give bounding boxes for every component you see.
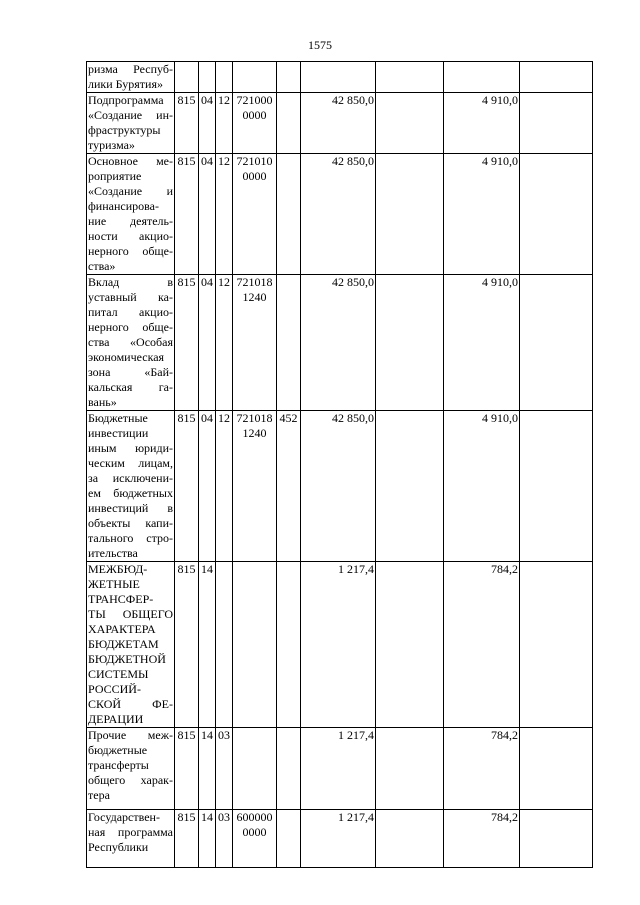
page-number: 1575 bbox=[308, 38, 332, 52]
cell-text-line: Прочие меж- bbox=[88, 728, 173, 742]
cell-text-line: 04 bbox=[201, 93, 213, 107]
cell-text-line: БЮДЖЕТНОЙ bbox=[88, 652, 166, 666]
cell-text-line: 815 bbox=[177, 275, 196, 289]
expense-type-cell bbox=[277, 728, 301, 810]
cell-text-line: 1240 bbox=[242, 290, 267, 304]
target-article-cell bbox=[233, 411, 277, 562]
cell-text-line: 784,2 bbox=[491, 728, 518, 742]
grbs-code-cell bbox=[175, 275, 199, 411]
cell-text-line: 721000 bbox=[236, 93, 273, 107]
expense-type-cell bbox=[277, 93, 301, 154]
cell-text-line: ная программа bbox=[88, 825, 173, 839]
empty-amount-cell bbox=[376, 62, 444, 93]
cell-text-line: 04 bbox=[201, 275, 213, 289]
cell-text-line: питал акцио- bbox=[88, 305, 173, 319]
cell-text-line: «Создание и bbox=[88, 184, 173, 198]
empty-amount-cell bbox=[520, 275, 593, 411]
cell-text-line: роприятие bbox=[88, 169, 142, 183]
cell-text-line: 12 bbox=[218, 154, 230, 168]
cell-text-line: 12 bbox=[218, 275, 230, 289]
amount-1-cell bbox=[301, 810, 376, 868]
section-code-cell bbox=[199, 154, 216, 275]
cell-text-line: вань» bbox=[88, 395, 117, 409]
cell-text-line: ческим лицам, bbox=[88, 456, 173, 470]
amount-2-cell bbox=[444, 728, 520, 810]
cell-text-line: СКОЙ ФЕ- bbox=[88, 697, 173, 711]
empty-amount-cell bbox=[520, 562, 593, 728]
subsection-code-cell bbox=[216, 93, 233, 154]
cell-text-line: 4 910,0 bbox=[482, 93, 518, 107]
target-article-cell bbox=[233, 154, 277, 275]
amount-2-cell bbox=[444, 275, 520, 411]
cell-text-line: СИСТЕМЫ bbox=[88, 667, 149, 681]
cell-text-line: 1240 bbox=[242, 426, 267, 440]
expense-type-cell bbox=[277, 562, 301, 728]
amount-2-cell bbox=[444, 810, 520, 868]
subsection-code-cell bbox=[216, 562, 233, 728]
grbs-code-cell bbox=[175, 154, 199, 275]
cell-text-line: ДЕРАЦИИ bbox=[88, 712, 144, 726]
cell-text-line: 815 bbox=[177, 93, 196, 107]
cell-text-line: ительства bbox=[88, 546, 138, 560]
expense-type-cell bbox=[277, 810, 301, 868]
table-row bbox=[87, 810, 593, 868]
grbs-code-cell bbox=[175, 810, 199, 868]
subsection-code-cell bbox=[216, 62, 233, 93]
empty-amount-cell bbox=[520, 62, 593, 93]
section-code-cell bbox=[199, 93, 216, 154]
cell-text-line: кальская га- bbox=[88, 380, 173, 394]
amount-1-cell bbox=[301, 93, 376, 154]
table-body bbox=[87, 62, 593, 868]
cell-text-line: 0000 bbox=[242, 108, 267, 122]
amount-2-cell bbox=[444, 154, 520, 275]
table-row bbox=[87, 275, 593, 411]
section-code-cell bbox=[199, 728, 216, 810]
row-name-cell bbox=[87, 728, 175, 810]
grbs-code-cell bbox=[175, 728, 199, 810]
cell-text-line: 42 850,0 bbox=[332, 411, 374, 425]
cell-text-line: 03 bbox=[218, 810, 230, 824]
cell-text-line: уставный ка- bbox=[88, 290, 173, 304]
amount-2-cell bbox=[444, 562, 520, 728]
empty-amount-cell bbox=[376, 411, 444, 562]
cell-text-line: Бюджетные bbox=[88, 411, 148, 425]
cell-text-line: туризма» bbox=[88, 138, 135, 152]
cell-text-line: экономическая bbox=[88, 350, 165, 364]
cell-text-line: 12 bbox=[218, 93, 230, 107]
cell-text-line: Подпрограмма bbox=[88, 93, 164, 107]
grbs-code-cell bbox=[175, 562, 199, 728]
cell-text-line: трансферты bbox=[88, 758, 149, 772]
row-name-cell bbox=[87, 93, 175, 154]
cell-text-line: 815 bbox=[177, 562, 196, 576]
cell-text-line: тального стро- bbox=[88, 531, 173, 545]
cell-text-line: общего харак- bbox=[88, 773, 173, 787]
cell-text-line: 0000 bbox=[242, 169, 267, 183]
cell-text-line: 815 bbox=[177, 728, 196, 742]
cell-text-line: 815 bbox=[177, 411, 196, 425]
amount-2-cell bbox=[444, 411, 520, 562]
cell-text-line: Вклад в bbox=[88, 275, 173, 289]
cell-text-line: БЮДЖЕТАМ bbox=[88, 637, 159, 651]
section-code-cell bbox=[199, 62, 216, 93]
table-row bbox=[87, 154, 593, 275]
cell-text-line: ТРАНСФЕР- bbox=[88, 592, 154, 606]
cell-text-line: ем бюджетных bbox=[88, 486, 173, 500]
cell-text-line: 12 bbox=[218, 411, 230, 425]
target-article-cell bbox=[233, 810, 277, 868]
subsection-code-cell bbox=[216, 810, 233, 868]
amount-1-cell bbox=[301, 728, 376, 810]
target-article-cell bbox=[233, 62, 277, 93]
cell-text-line: лики Бурятия» bbox=[88, 77, 163, 91]
subsection-code-cell bbox=[216, 154, 233, 275]
cell-text-line: ние деятель- bbox=[88, 214, 173, 228]
expense-type-cell bbox=[277, 154, 301, 275]
cell-text-line: ХАРАКТЕРА bbox=[88, 622, 156, 636]
cell-text-line: зона «Бай- bbox=[88, 365, 173, 379]
cell-text-line: 600000 bbox=[236, 810, 273, 824]
cell-text-line: 784,2 bbox=[491, 810, 518, 824]
cell-text-line: бюджетные bbox=[88, 743, 148, 757]
cell-text-line: инвестиции bbox=[88, 426, 149, 440]
cell-text-line: финансирова- bbox=[88, 199, 159, 213]
table-row bbox=[87, 93, 593, 154]
cell-text-line: фраструктуры bbox=[88, 123, 161, 137]
subsection-code-cell bbox=[216, 275, 233, 411]
cell-text-line: объекты капи- bbox=[88, 516, 173, 530]
expense-type-cell bbox=[277, 62, 301, 93]
target-article-cell bbox=[233, 93, 277, 154]
cell-text-line: 1 217,4 bbox=[338, 728, 374, 742]
cell-text-line: нерного обще- bbox=[88, 320, 173, 334]
cell-text-line: 815 bbox=[177, 810, 196, 824]
cell-text-line: Государствен- bbox=[88, 810, 160, 824]
amount-1-cell bbox=[301, 411, 376, 562]
section-code-cell bbox=[199, 562, 216, 728]
section-code-cell bbox=[199, 810, 216, 868]
cell-text-line: 0000 bbox=[242, 825, 267, 839]
target-article-cell bbox=[233, 275, 277, 411]
cell-text-line: за исключени- bbox=[88, 471, 173, 485]
target-article-cell bbox=[233, 562, 277, 728]
amount-2-cell bbox=[444, 93, 520, 154]
empty-amount-cell bbox=[376, 562, 444, 728]
cell-text-line: 03 bbox=[218, 728, 230, 742]
cell-text-line: МЕЖБЮД- bbox=[88, 562, 148, 576]
cell-text-line: 721010 bbox=[236, 154, 273, 168]
cell-text-line: инвестиций в bbox=[88, 501, 173, 515]
empty-amount-cell bbox=[520, 93, 593, 154]
cell-text-line: 1 217,4 bbox=[338, 810, 374, 824]
grbs-code-cell bbox=[175, 93, 199, 154]
expense-type-cell bbox=[277, 411, 301, 562]
empty-amount-cell bbox=[520, 810, 593, 868]
row-name-cell bbox=[87, 275, 175, 411]
empty-amount-cell bbox=[520, 728, 593, 810]
cell-text-line: 14 bbox=[201, 728, 213, 742]
table-row bbox=[87, 728, 593, 810]
cell-text-line: Основное ме- bbox=[88, 154, 173, 168]
row-name-cell bbox=[87, 62, 175, 93]
table-row bbox=[87, 411, 593, 562]
expense-type-cell bbox=[277, 275, 301, 411]
row-name-cell bbox=[87, 562, 175, 728]
cell-text-line: 14 bbox=[201, 810, 213, 824]
empty-amount-cell bbox=[520, 411, 593, 562]
cell-text-line: 14 bbox=[201, 562, 213, 576]
empty-amount-cell bbox=[376, 810, 444, 868]
cell-text-line: Республики bbox=[88, 840, 149, 854]
cell-text-line: 452 bbox=[279, 411, 298, 425]
cell-text-line: 04 bbox=[201, 411, 213, 425]
amount-2-cell bbox=[444, 62, 520, 93]
cell-text-line: 721018 bbox=[236, 275, 273, 289]
cell-text-line: 42 850,0 bbox=[332, 93, 374, 107]
cell-text-line: 42 850,0 bbox=[332, 275, 374, 289]
cell-text-line: 1 217,4 bbox=[338, 562, 374, 576]
cell-text-line: 4 910,0 bbox=[482, 275, 518, 289]
cell-text-line: ТЫ ОБЩЕГО bbox=[88, 607, 173, 621]
cell-text-line: 4 910,0 bbox=[482, 154, 518, 168]
budget-table bbox=[86, 61, 593, 868]
empty-amount-cell bbox=[520, 154, 593, 275]
cell-text-line: 721018 bbox=[236, 411, 273, 425]
subsection-code-cell bbox=[216, 728, 233, 810]
cell-text-line: нерного обще- bbox=[88, 244, 173, 258]
cell-text-line: РОССИЙ- bbox=[88, 682, 141, 696]
cell-text-line: 815 bbox=[177, 154, 196, 168]
cell-text-line: иным юриди- bbox=[88, 441, 173, 455]
subsection-code-cell bbox=[216, 411, 233, 562]
cell-text-line: ства «Особая bbox=[88, 335, 173, 349]
empty-amount-cell bbox=[376, 275, 444, 411]
empty-amount-cell bbox=[376, 93, 444, 154]
cell-text-line: ства» bbox=[88, 259, 116, 273]
empty-amount-cell bbox=[376, 154, 444, 275]
amount-1-cell bbox=[301, 154, 376, 275]
section-code-cell bbox=[199, 275, 216, 411]
cell-text-line: тера bbox=[88, 788, 110, 802]
grbs-code-cell bbox=[175, 411, 199, 562]
amount-1-cell bbox=[301, 275, 376, 411]
table-row bbox=[87, 562, 593, 728]
row-name-cell bbox=[87, 154, 175, 275]
cell-text-line: ности акцио- bbox=[88, 229, 173, 243]
cell-text-line: ЖЕТНЫЕ bbox=[88, 577, 140, 591]
table-row bbox=[87, 62, 593, 93]
grbs-code-cell bbox=[175, 62, 199, 93]
target-article-cell bbox=[233, 728, 277, 810]
amount-1-cell bbox=[301, 562, 376, 728]
row-name-cell bbox=[87, 810, 175, 868]
amount-1-cell bbox=[301, 62, 376, 93]
cell-text-line: 4 910,0 bbox=[482, 411, 518, 425]
row-name-cell bbox=[87, 411, 175, 562]
section-code-cell bbox=[199, 411, 216, 562]
cell-text-line: 784,2 bbox=[491, 562, 518, 576]
cell-text-line: 04 bbox=[201, 154, 213, 168]
cell-text-line: «Создание ин- bbox=[88, 108, 173, 122]
empty-amount-cell bbox=[376, 728, 444, 810]
cell-text-line: ризма Респуб- bbox=[88, 62, 173, 76]
cell-text-line: 42 850,0 bbox=[332, 154, 374, 168]
